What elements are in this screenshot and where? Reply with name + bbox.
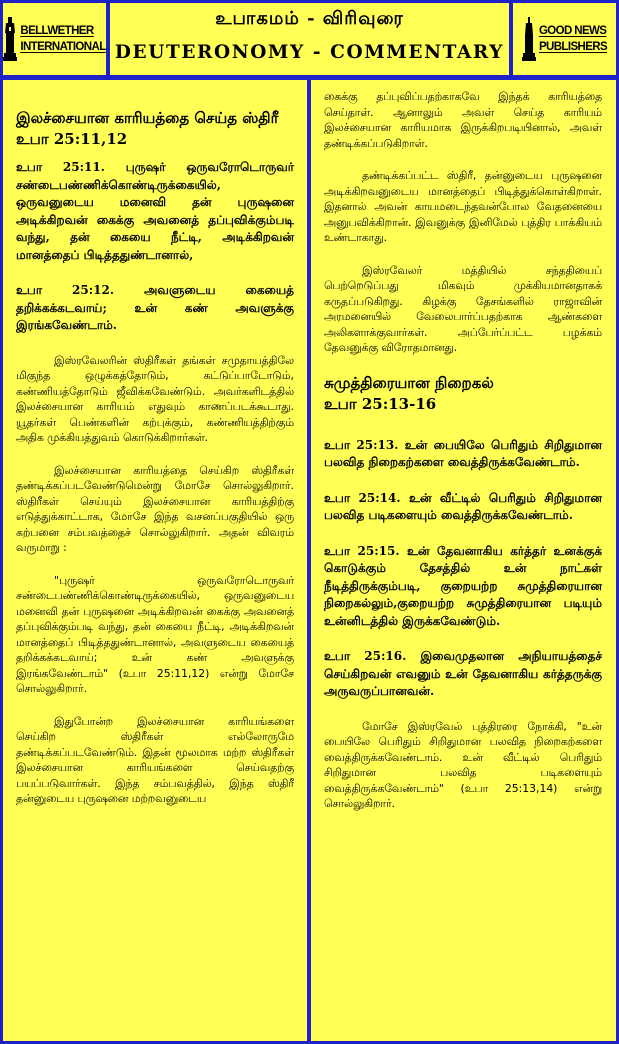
title-english: DEUTERONOMY - COMMENTARY	[114, 42, 505, 63]
commentary-paragraph: இஸ்ரவேலரின் ஸ்திரீகள் தங்கள் சமுதாயத்திலே மிகுந்த ஒழுக்கத்தோடும், கட்டுப்பாடோடும், கண்ணியத்தோடும் ஜீவிக்கவேண்டும். அவர்களிடத்தில் இலச்சையான காரியம் எதுவும் காணப்படக்கூடாது. யூதர்கள் பெண்களின் கற்புக்கும், கண்ணியத்திற்கும் அதிக முக்கியத்துவம் கொடுக்கிறார்கள்.	[16, 353, 294, 444]
logo-line-2: PUBLISHERS	[538, 41, 608, 53]
verse-text: உபா 25:15. உன் தேவனாகிய கர்த்தர் உனக்குக் கொடுக்கும் தேசத்தில் உன் நாட்கள் நீடித்திருக்கும்படி, குறையற்ற சுமுத்திரையான நிறைகல்லும்,குறையற்ற சுமுத்திரையான படியும் உன்னிடத்தில் இருக்கவேண்டும்.	[324, 543, 602, 628]
bellwether-logo	[3, 3, 106, 75]
commentary-paragraph: இலச்சையான காரியத்தை செய்கிற ஸ்திரீகள் தண்டிக்கப்படவேண்டுமென்று மோசே சொல்லுகிறார். ஸ்திரீகள் செய்யும் இலச்சையான காரியத்திற்கு எடுத்துக்காட்டாக, மோசே இந்த வசனப்பகுதியில் ஒரு கற்பனை சம்பவத்தைச் சொல்லுகிறார். அதன் விவரம் வருமாறு :	[16, 463, 294, 554]
commentary-paragraph: இதுபோன்ற இலச்சையான காரியங்களை செய்கிற ஸ்திரீகள் எல்லோருமே தண்டிக்கப்படவேண்டும். இதன் மூலமாக மற்ற ஸ்திரீகள் இலச்சையான காரியங்களை செய்வதற்கு பயப்படுவார்கள். இந்த சம்பவத்தில், இந்த ஸ்திரீ தன்னுடைய புருஷனை மற்றவனுடைய	[16, 714, 294, 805]
verse-text: உபா 25:11. புருஷர் ஒருவரோடொருவர் சண்டைபண்ணிக்கொண்டிருக்கையில், ஒருவனுடைய மனைவி தன் புருஷனை அடிக்கிறவன் கைக்கு அவனைத் தப்புவிக்கும்படி வந்து, தன் கையை நீட்டி, அடிக்கிறவன் மானத்தைப் பிடித்ததுண்டானால்,	[16, 160, 294, 262]
section-heading	[324, 373, 602, 415]
page-header	[110, 3, 509, 75]
good-news-logo	[513, 3, 616, 75]
tower-icon	[522, 17, 536, 61]
verse-text: உபா 25:16. இவைமுதலான அநியாயத்தைச் செய்கிறவன் எவனும் உன் தேவனாகிய கர்த்தருக்கு அருவருப்பானவன்.	[324, 649, 602, 698]
heading-text: சுமுத்திரையான நிறைகல் உபா 25:13-16	[324, 373, 494, 413]
section-heading	[16, 108, 294, 150]
logo-line-1: BELLWETHER	[20, 25, 94, 37]
verse-text: உபா 25:14. உன் வீட்டில் பெரிதும் சிறிதுமான பலவித படிகளையும் வைத்திருக்கவேண்டாம்.	[324, 490, 602, 522]
logo-line-1: GOOD NEWS	[538, 25, 607, 37]
title-tamil: உபாகமம் - விரிவுரை	[215, 8, 404, 29]
commentary-paragraph: இஸ்ரவேலர் மத்தியில் சந்ததியைப் பெற்றெடுப்பது மிகவும் முக்கியமானதாகக் கருதப்படுகிறது. கிழக்கு தேசங்களில் ராஜாவின் அரமனையில் வேலைபார்ப்பதற்காக ஆண்களை அலிகளாக்குவார்கள். அப்பேர்ப்பட்ட பழக்கம் தேவனுக்கு விரோதமானது.	[324, 263, 602, 354]
heading-text: இலச்சையான காரியத்தை செய்த ஸ்திரீ உபா 25:11,12	[16, 109, 279, 148]
verse-text: உபா 25:13. உன் பையிலே பெரிதும் சிறிதுமான பலவித நிறைகற்களை வைத்திருக்கவேண்டாம்.	[324, 437, 602, 469]
verse-text: உபா 25:12. அவளுடைய கையைத் தறிக்கக்கடவாய்; உன் கண் அவளுக்கு இரங்கவேண்டாம்.	[16, 283, 294, 332]
logo-line-2: INTERNATIONAL	[20, 41, 106, 53]
commentary-paragraph: மோசே இஸ்ரவேல் புத்திரரை நோக்கி, "உன் பையிலே பெரிதும் சிறிதுமான பலவித நிறைகற்களை வைத்திருக்கவேண்டாம். உன் வீட்டில் பெரிதும் சிறிதுமான பலவித படிகளையும் வைத்திருக்கவேண்டாம்" (உபா 25:13,14) என்று சொல்லுகிறார்.	[324, 719, 602, 810]
right-column	[311, 80, 616, 1041]
left-column	[3, 80, 307, 1041]
bell-tower-icon	[3, 17, 17, 61]
commentary-paragraph: "புருஷர் ஒருவரோடொருவர் சண்டைபண்ணிக்கொண்டிருக்கையில், ஒருவனுடைய மனைவி தன் புருஷனை அடிக்கிறவன் கைக்கு அவனைத் தப்புவிக்கும்படி வந்து, தன் கையை நீட்டி, அடிக்கிறவன் மானத்தைப் பிடித்ததுண்டானால், அவளுடைய கையைத் தறிக்கக்கடவாய்; உன் கண் அவளுக்கு இரங்கவேண்டாம்" (உபா 25:11,12) என்று மோசே சொல்லுகிறார்.	[16, 573, 294, 695]
commentary-paragraph: கைக்கு தப்புவிப்பதற்காகவே இந்தக் காரியத்தை செய்தாள். ஆனாலும் அவள் செய்த காரியம் இலச்சையான காரியமாக இருக்கிறபடியினால், அவள் தண்டிக்கப்படுகிறாள்.	[324, 90, 602, 150]
commentary-paragraph: தண்டிக்கப்பட்ட ஸ்திரீ, தன்னுடைய புருஷனை அடிக்கிறவனுடைய மானத்தைப் பிடித்துக்கொள்கிறாள். இதனால் அவன் காயமடைந்தவன்போல வேதனையை அனுபவிக்கிறான். இவனுக்கு இனிமேல் புத்திர பாக்கியம் உண்டாகாது.	[324, 169, 602, 244]
